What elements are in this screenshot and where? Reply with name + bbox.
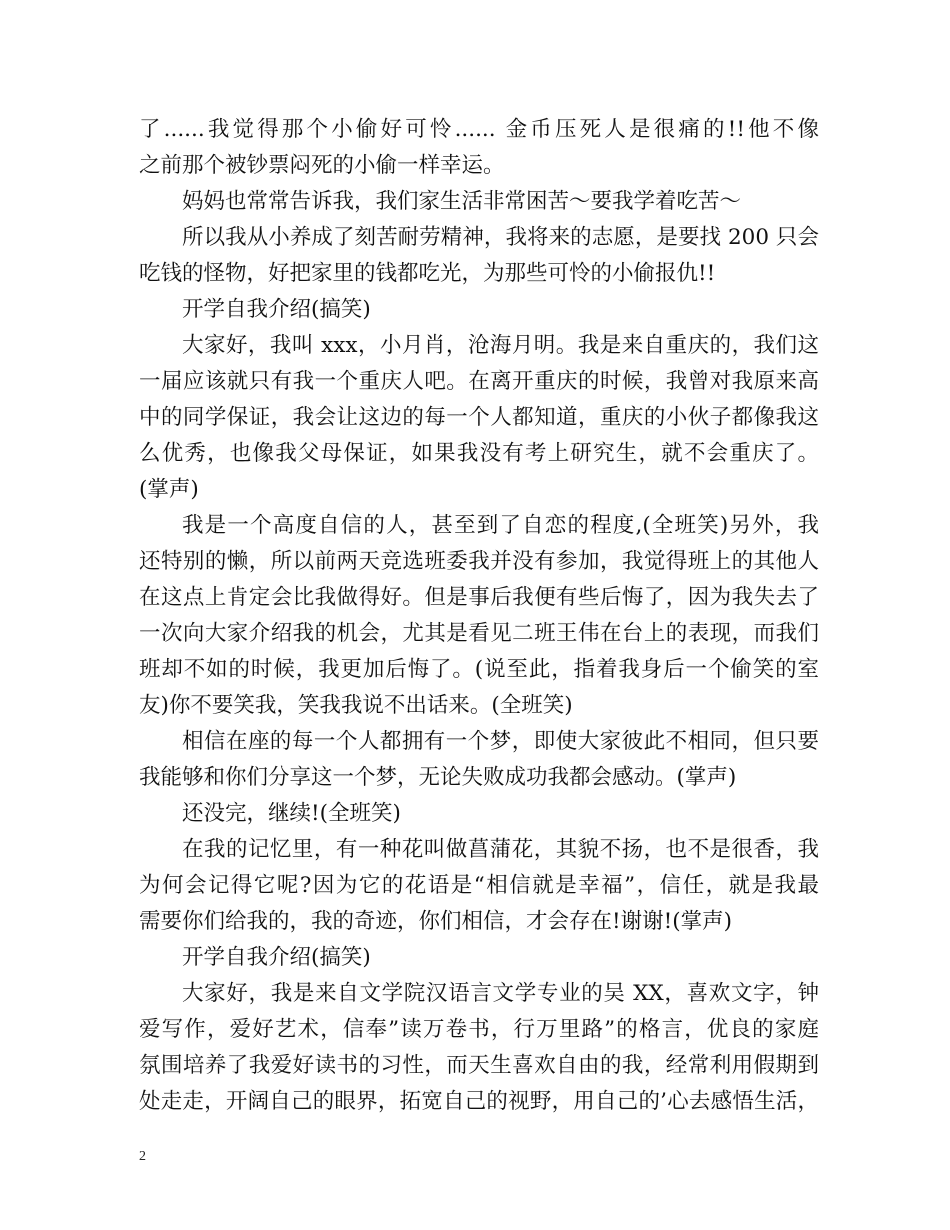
- paragraph-line: 所以我从小养成了刻苦耐劳精神，我将来的志愿，是要找 200 只会: [182, 225, 819, 250]
- paragraph-line: 在我的记忆里，有一种花叫做菖蒲花，其貌不扬，也不是很香，我: [182, 837, 819, 862]
- text-line: 之前那个被钞票闷死的小偷一样幸运。: [139, 153, 505, 178]
- paragraph-line: 大家好，我是来自文学院汉语言文学专业的吴 XX，喜欢文字，钟: [182, 981, 819, 1006]
- text-line: 友)你不要笑我，笑我我说不出话来。(全班笑): [139, 693, 573, 718]
- text-line: (掌声): [139, 477, 199, 502]
- text-line: 么优秀，也像我父母保证，如果我没有考上研究生，就不会重庆了。: [139, 441, 819, 466]
- text-line: 一届应该就只有我一个重庆人吧。在离开重庆的时候，我曾对我原来高: [139, 369, 819, 394]
- text-line: 班却不如的时候，我更加后悔了。(说至此，指着我身后一个偷笑的室: [139, 657, 819, 682]
- text-line: 氛围培养了我爱好读书的习性，而天生喜欢自由的我，经常利用假期到: [139, 1053, 819, 1078]
- text-line: 需要你们给我的，我的奇迹，你们相信，才会存在!谢谢!(掌声): [139, 909, 733, 934]
- text-line: 为何会记得它呢?因为它的花语是“相信就是幸福”，信任，就是我最: [139, 873, 819, 898]
- document-body: [139, 112, 819, 1120]
- text-line: 处走走，开阔自己的眼界，拓宽自己的视野，用自己的’心去感悟生活，: [139, 1089, 819, 1114]
- paragraph-line: 相信在座的每一个人都拥有一个梦，即使大家彼此不相同，但只要: [182, 729, 819, 754]
- paragraph-line: 我是一个高度自信的人，甚至到了自恋的程度,(全班笑)另外，我: [182, 513, 819, 538]
- section-heading: 开学自我介绍(搞笑): [182, 945, 371, 970]
- page-number: 2: [139, 1149, 146, 1164]
- text-line: 中的同学保证，我会让这边的每一个人都知道，重庆的小伙子都像我这: [139, 405, 819, 430]
- text-line: 我能够和你们分享这一个梦，无论失败成功我都会感动。(掌声): [139, 765, 737, 790]
- text-line: 在这点上肯定会比我做得好。但是事后我便有些后悔了，因为我失去了: [139, 585, 819, 610]
- text-line: 还特别的懒，所以前两天竞选班委我并没有参加，我觉得班上的其他人: [139, 549, 819, 574]
- text-line: 了......我觉得那个小偷好可怜...... 金币压死人是很痛的!!他不像: [139, 117, 819, 142]
- text-line: 吃钱的怪物，好把家里的钱都吃光，为那些可怜的小偷报仇!!: [139, 261, 716, 286]
- section-heading: 开学自我介绍(搞笑): [182, 297, 371, 322]
- text-line: 爱写作，爱好艺术，信奉”读万卷书，行万里路”的格言，优良的家庭: [139, 1017, 819, 1042]
- paragraph-line: 妈妈也常常告诉我，我们家生活非常困苦～要我学着吃苦～: [182, 189, 742, 214]
- paragraph-line: 大家好，我叫 xxx，小月肖，沧海月明。我是来自重庆的，我们这: [182, 333, 819, 358]
- text-line: 一次向大家介绍我的机会，尤其是看见二班王伟在台上的表现，而我们: [139, 621, 819, 646]
- paragraph-line: 还没完，继续!(全班笑): [182, 801, 401, 826]
